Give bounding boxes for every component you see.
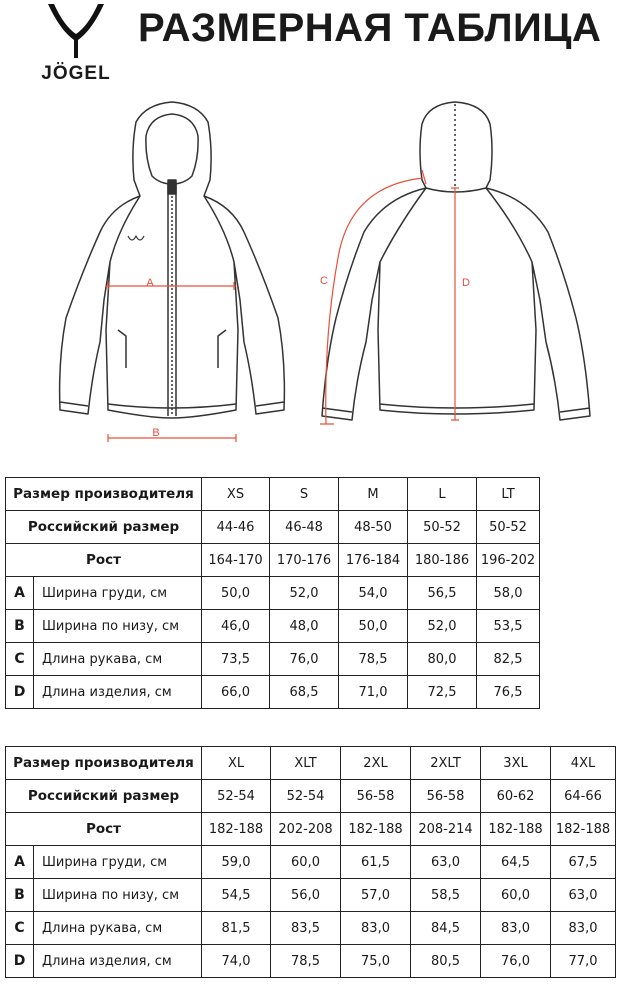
table-row	[6, 610, 540, 643]
value-cell: 46,0	[202, 610, 270, 643]
value-cell: 83,0	[341, 912, 411, 945]
rus-size-label: Российский размер	[6, 780, 202, 813]
size-cell: XLT	[271, 747, 341, 780]
brand-logo-text: JÖGEL	[41, 63, 111, 84]
value-cell: 64,5	[481, 846, 551, 879]
rus-cell: 48-50	[339, 511, 408, 544]
label-b: B	[152, 427, 160, 439]
rus-cell: 56-58	[341, 780, 411, 813]
size-table-2	[5, 746, 616, 978]
header-label: Размер производителя	[6, 747, 202, 780]
height-cell: 196-202	[477, 544, 540, 577]
table-row	[6, 747, 616, 780]
height-cell: 182-188	[481, 813, 551, 846]
value-cell: 50,0	[339, 610, 408, 643]
table-row	[6, 879, 616, 912]
value-cell: 80,0	[408, 643, 477, 676]
height-cell: 164-170	[202, 544, 270, 577]
value-cell: 72,5	[408, 676, 477, 709]
value-cell: 58,5	[411, 879, 481, 912]
rus-cell: 46-48	[270, 511, 339, 544]
size-cell: 2XLT	[411, 747, 481, 780]
value-cell: 77,0	[551, 945, 616, 978]
value-cell: 48,0	[270, 610, 339, 643]
rus-cell: 50-52	[477, 511, 540, 544]
measure-letter: C	[6, 643, 34, 676]
measure-label: Ширина по низу, см	[34, 879, 202, 912]
height-cell: 176-184	[339, 544, 408, 577]
size-cell: XS	[202, 478, 270, 511]
value-cell: 56,0	[271, 879, 341, 912]
table-row	[6, 780, 616, 813]
table-row	[6, 478, 540, 511]
value-cell: 76,5	[477, 676, 540, 709]
rus-cell: 56-58	[411, 780, 481, 813]
value-cell: 60,0	[271, 846, 341, 879]
measure-label: Длина изделия, см	[34, 676, 202, 709]
value-cell: 52,0	[270, 577, 339, 610]
value-cell: 66,0	[202, 676, 270, 709]
header-label: Размер производителя	[6, 478, 202, 511]
value-cell: 68,5	[270, 676, 339, 709]
size-cell: L	[408, 478, 477, 511]
measure-letter: B	[6, 879, 34, 912]
value-cell: 78,5	[339, 643, 408, 676]
value-cell: 83,0	[551, 912, 616, 945]
height-cell: 202-208	[271, 813, 341, 846]
rus-size-label: Российский размер	[6, 511, 202, 544]
rus-cell: 50-52	[408, 511, 477, 544]
value-cell: 74,0	[202, 945, 271, 978]
value-cell: 56,5	[408, 577, 477, 610]
value-cell: 76,0	[270, 643, 339, 676]
measure-label: Ширина груди, см	[34, 846, 202, 879]
value-cell: 58,0	[477, 577, 540, 610]
value-cell: 63,0	[551, 879, 616, 912]
table-row	[6, 912, 616, 945]
page-title: РАЗМЕРНАЯ ТАБЛИЦА	[138, 6, 602, 50]
rus-cell: 52-54	[271, 780, 341, 813]
table-row	[6, 643, 540, 676]
measure-letter: D	[6, 945, 34, 978]
value-cell: 83,5	[271, 912, 341, 945]
value-cell: 67,5	[551, 846, 616, 879]
table-row	[6, 813, 616, 846]
label-d: D	[462, 277, 470, 289]
table-row	[6, 544, 540, 577]
value-cell: 83,0	[481, 912, 551, 945]
jacket-front-icon	[60, 102, 285, 418]
jacket-diagram	[0, 90, 621, 450]
size-cell: XL	[202, 747, 271, 780]
label-a: A	[146, 277, 154, 289]
value-cell: 78,5	[271, 945, 341, 978]
value-cell: 82,5	[477, 643, 540, 676]
value-cell: 60,0	[481, 879, 551, 912]
value-cell: 50,0	[202, 577, 270, 610]
value-cell: 76,0	[481, 945, 551, 978]
measure-letter: B	[6, 610, 34, 643]
table-row	[6, 511, 540, 544]
rus-cell: 44-46	[202, 511, 270, 544]
measure-label: Длина рукава, см	[34, 643, 202, 676]
rus-cell: 60-62	[481, 780, 551, 813]
size-cell: 4XL	[551, 747, 616, 780]
value-cell: 53,5	[477, 610, 540, 643]
measure-label: Ширина груди, см	[34, 577, 202, 610]
size-cell: M	[339, 478, 408, 511]
table-row	[6, 676, 540, 709]
rus-cell: 64-66	[551, 780, 616, 813]
label-c: C	[320, 275, 328, 287]
value-cell: 75,0	[341, 945, 411, 978]
value-cell: 84,5	[411, 912, 481, 945]
measure-letter: A	[6, 846, 34, 879]
rus-cell: 52-54	[202, 780, 271, 813]
height-cell: 182-188	[341, 813, 411, 846]
value-cell: 59,0	[202, 846, 271, 879]
height-label: Рост	[6, 544, 202, 577]
measure-label: Ширина по низу, см	[34, 610, 202, 643]
value-cell: 80,5	[411, 945, 481, 978]
value-cell: 54,5	[202, 879, 271, 912]
table-row	[6, 846, 616, 879]
value-cell: 52,0	[408, 610, 477, 643]
measure-letter: C	[6, 912, 34, 945]
table-row	[6, 577, 540, 610]
size-cell: 2XL	[341, 747, 411, 780]
height-cell: 180-186	[408, 544, 477, 577]
value-cell: 71,0	[339, 676, 408, 709]
size-table-1	[5, 477, 540, 709]
value-cell: 63,0	[411, 846, 481, 879]
value-cell: 61,5	[341, 846, 411, 879]
value-cell: 81,5	[202, 912, 271, 945]
value-cell: 57,0	[341, 879, 411, 912]
measure-letter: D	[6, 676, 34, 709]
size-cell: S	[270, 478, 339, 511]
measure-letter: A	[6, 577, 34, 610]
measure-label: Длина рукава, см	[34, 912, 202, 945]
height-cell: 182-188	[551, 813, 616, 846]
height-cell: 170-176	[270, 544, 339, 577]
size-cell: 3XL	[481, 747, 551, 780]
size-cell: LT	[477, 478, 540, 511]
height-cell: 182-188	[202, 813, 271, 846]
height-label: Рост	[6, 813, 202, 846]
jacket-back-icon	[322, 102, 590, 420]
value-cell: 54,0	[339, 577, 408, 610]
measure-label: Длина изделия, см	[34, 945, 202, 978]
value-cell: 73,5	[202, 643, 270, 676]
height-cell: 208-214	[411, 813, 481, 846]
table-row	[6, 945, 616, 978]
